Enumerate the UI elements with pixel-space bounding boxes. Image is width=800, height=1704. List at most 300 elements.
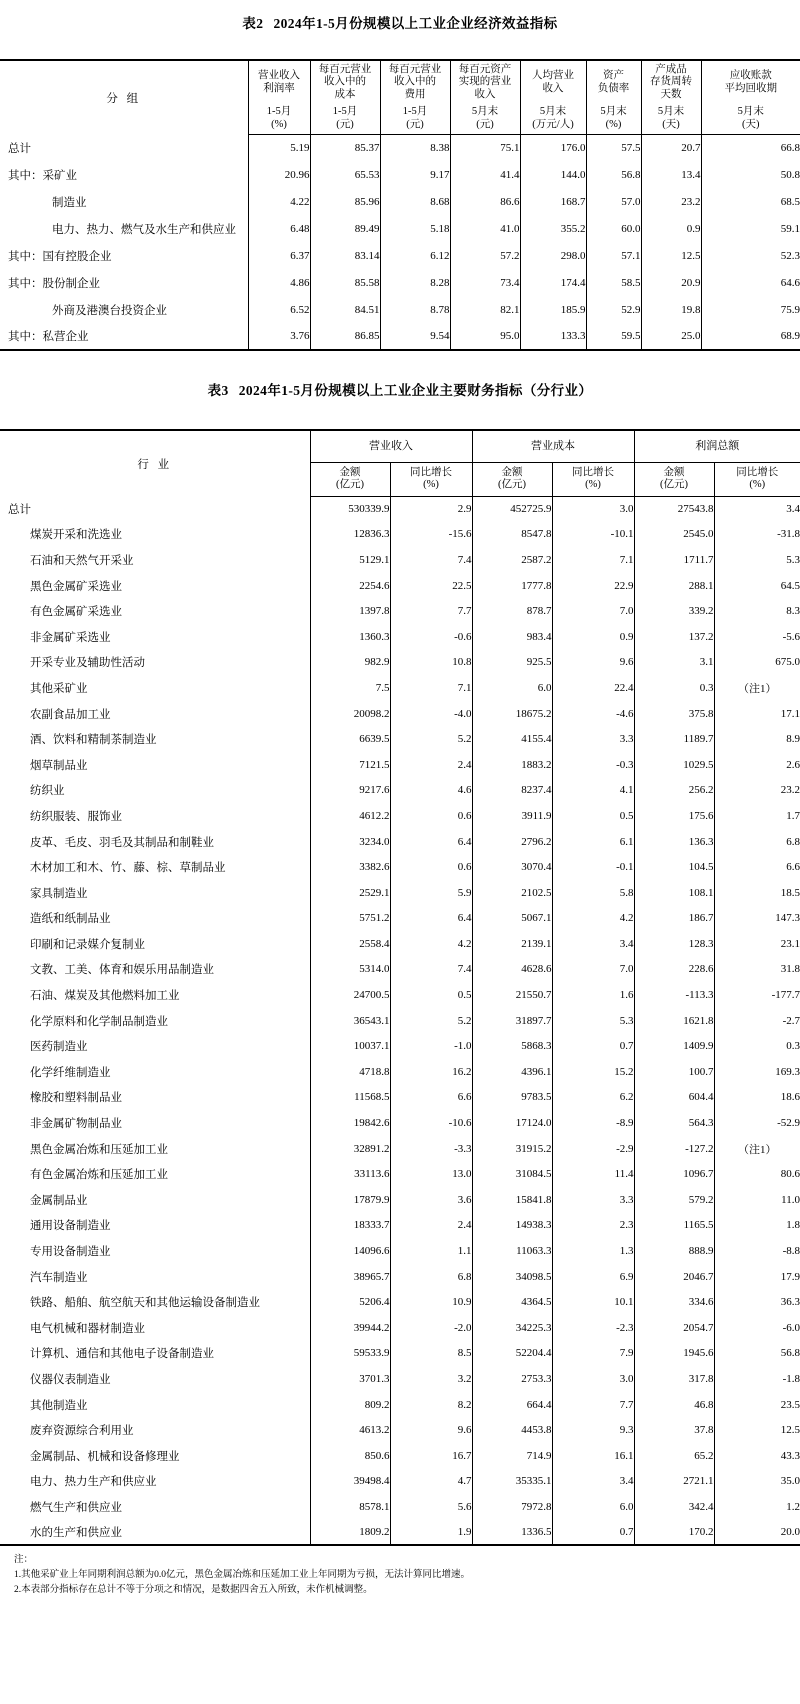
row-value: 108.1: [634, 880, 714, 906]
t2u5-unit: (%): [605, 118, 622, 130]
row-value: 10.1: [552, 1289, 634, 1315]
table2-col-header-2: [380, 60, 450, 104]
row-value: 15.2: [552, 1059, 634, 1085]
row-value: 5314.0: [310, 957, 390, 983]
row-value: 17879.9: [310, 1187, 390, 1213]
row-value: 41.0: [450, 215, 520, 242]
row-value: 579.2: [634, 1187, 714, 1213]
row-value: 1.9: [390, 1520, 472, 1546]
row-value: -1.8: [714, 1366, 800, 1392]
table-row: [0, 1238, 800, 1264]
row-value: 6.12: [380, 242, 450, 269]
t3s3-l2: (%): [585, 479, 601, 490]
row-value: -5.6: [714, 624, 800, 650]
row-value: 8.68: [380, 188, 450, 215]
row-value: 1.6: [552, 982, 634, 1008]
row-value: -2.7: [714, 1008, 800, 1034]
row-value: 34225.3: [472, 1315, 552, 1341]
table2-unit-5: [586, 104, 641, 134]
row-value: 5206.4: [310, 1289, 390, 1315]
table2-unit-6: [641, 104, 701, 134]
row-value: 186.7: [634, 906, 714, 932]
row-value: 176.0: [520, 134, 586, 161]
t2u3-unit: (元): [476, 118, 494, 130]
row-value: 12836.3: [310, 522, 390, 548]
row-value: 43.3: [714, 1443, 800, 1469]
table2-group-header: 分 组: [0, 60, 248, 134]
row-label: 化学纤维制造业: [30, 1066, 111, 1079]
row-value: 85.58: [310, 269, 380, 296]
row-value: 3.0: [552, 496, 634, 522]
row-value: 4612.2: [310, 803, 390, 829]
row-value: -2.0: [390, 1315, 472, 1341]
row-value: 3.1: [634, 650, 714, 676]
row-value: 137.2: [634, 624, 714, 650]
row-value: 0.9: [641, 215, 701, 242]
row-value: -127.2: [634, 1136, 714, 1162]
row-value: 41.4: [450, 161, 520, 188]
row-value: 878.7: [472, 598, 552, 624]
t2h6-l1: 产成品: [655, 63, 687, 75]
row-value: -0.1: [552, 854, 634, 880]
row-value: 6.9: [552, 1264, 634, 1290]
row-value: 1621.8: [634, 1008, 714, 1034]
row-value: 1.1: [390, 1238, 472, 1264]
row-value: -2.3: [552, 1315, 634, 1341]
table-row: [0, 161, 800, 188]
row-value: 0.9: [552, 624, 634, 650]
row-value: 73.4: [450, 269, 520, 296]
row-value: 14096.6: [310, 1238, 390, 1264]
table2-title-text: 2024年1-5月份规模以上工业企业经济效益指标: [273, 16, 558, 31]
row-value: 75.1: [450, 134, 520, 161]
row-value: 5.19: [248, 134, 310, 161]
row-value: 36543.1: [310, 1008, 390, 1034]
row-value: 2545.0: [634, 522, 714, 548]
row-value: 52.9: [586, 296, 641, 323]
row-value: 604.4: [634, 1085, 714, 1111]
row-value: -113.3: [634, 982, 714, 1008]
row-value: 59.5: [586, 323, 641, 350]
row-value: 50.8: [701, 161, 800, 188]
row-value: 6.52: [248, 296, 310, 323]
t2h5-l1: 资产: [603, 70, 624, 82]
row-label: 汽车制造业: [30, 1271, 88, 1284]
row-value: 983.4: [472, 624, 552, 650]
row-label: 文教、工美、体育和娱乐用品制造业: [30, 964, 214, 977]
table2-header-row-1: [0, 60, 800, 104]
row-value: 17124.0: [472, 1110, 552, 1136]
t2h5-l2: 负债率: [597, 82, 630, 94]
table3-title: [0, 351, 800, 429]
row-value: 4.86: [248, 269, 310, 296]
row-value: 3.3: [552, 726, 634, 752]
row-value: 3.4: [552, 931, 634, 957]
row-label: 其中：股份制企业: [8, 277, 100, 290]
row-label: 通用设备制造业: [30, 1220, 111, 1233]
row-value: 11568.5: [310, 1085, 390, 1111]
row-value: 5.6: [390, 1494, 472, 1520]
table3-subheader-1: [390, 462, 472, 496]
t2h4-l2: 收入: [542, 82, 564, 94]
row-value: 9.6: [552, 650, 634, 676]
row-label: 开采专业及辅助性活动: [30, 657, 145, 670]
row-value: 8.28: [380, 269, 450, 296]
row-value: 168.7: [520, 188, 586, 215]
table2-col-header-7: [701, 60, 800, 104]
row-value: 21550.7: [472, 982, 552, 1008]
row-value: -10.6: [390, 1110, 472, 1136]
t3s4-l1: 金额: [663, 466, 685, 478]
row-value: 2254.6: [310, 573, 390, 599]
row-value: 8.9: [714, 726, 800, 752]
t2u7-period: 5月末: [737, 106, 764, 118]
table-row: [0, 242, 800, 269]
t2h2-l1: 每百元营业: [388, 63, 442, 75]
table2-col-header-0: [248, 60, 310, 104]
row-value: 75.9: [701, 296, 800, 323]
row-value: （注1）: [714, 1136, 800, 1162]
row-value: 809.2: [310, 1392, 390, 1418]
table-row: [0, 726, 800, 752]
row-value: 17.9: [714, 1264, 800, 1290]
row-value: 31897.7: [472, 1008, 552, 1034]
row-value: 46.8: [634, 1392, 714, 1418]
row-value: 714.9: [472, 1443, 552, 1469]
row-value: 20.96: [248, 161, 310, 188]
row-value: 16.7: [390, 1443, 472, 1469]
table-row: [0, 982, 800, 1008]
table-row: [0, 1315, 800, 1341]
table2-head: [0, 60, 800, 134]
t3s1-l2: (%): [423, 479, 439, 490]
table2-wrapper: [0, 59, 800, 351]
row-value: 66.8: [701, 134, 800, 161]
row-value: 5.2: [390, 726, 472, 752]
row-value: -177.7: [714, 982, 800, 1008]
table-row: [0, 854, 800, 880]
row-value: 6.4: [390, 829, 472, 855]
row-value: 10.8: [390, 650, 472, 676]
row-value: -4.0: [390, 701, 472, 727]
row-value: 64.5: [714, 573, 800, 599]
row-value: 10.9: [390, 1289, 472, 1315]
table3-wrapper: [0, 429, 800, 1546]
row-value: 4628.6: [472, 957, 552, 983]
row-value: 9.6: [390, 1417, 472, 1443]
row-value: 4396.1: [472, 1059, 552, 1085]
table-row: [0, 547, 800, 573]
row-value: 2558.4: [310, 931, 390, 957]
table-row: [0, 1213, 800, 1239]
row-value: 9217.6: [310, 778, 390, 804]
row-value: 20.7: [641, 134, 701, 161]
table-row: [0, 522, 800, 548]
row-value: 7.1: [390, 675, 472, 701]
t2u1-period: 1-5月: [332, 106, 358, 118]
row-value: 27543.8: [634, 496, 714, 522]
row-value: 3.3: [552, 1187, 634, 1213]
row-value: 64.6: [701, 269, 800, 296]
row-value: 1.8: [714, 1213, 800, 1239]
table-row: [0, 675, 800, 701]
row-value: 22.5: [390, 573, 472, 599]
row-value: 56.8: [586, 161, 641, 188]
table2-col-header-1: [310, 60, 380, 104]
row-label: 金属制品业: [30, 1194, 88, 1207]
table-row: [0, 1110, 800, 1136]
row-value: 6.4: [390, 906, 472, 932]
row-value: -31.8: [714, 522, 800, 548]
row-label: 非金属矿物制品业: [30, 1118, 122, 1131]
row-label: 专用设备制造业: [30, 1246, 111, 1259]
row-value: 334.6: [634, 1289, 714, 1315]
row-value: 7.4: [390, 957, 472, 983]
table-row: [0, 215, 800, 242]
row-value: 22.9: [552, 573, 634, 599]
row-value: 1336.5: [472, 1520, 552, 1546]
row-label: 其中：私营企业: [0, 323, 248, 350]
t2h6-l3: 天数: [660, 88, 682, 100]
row-value: 0.6: [390, 854, 472, 880]
t2u4-period: 5月末: [539, 106, 567, 118]
row-value: 35.0: [714, 1469, 800, 1495]
table-row: [0, 1494, 800, 1520]
table3-group-header-cost: 营业成本: [472, 430, 634, 462]
t3s0-l2: (亿元): [336, 479, 364, 490]
row-value: 3701.3: [310, 1366, 390, 1392]
row-label: 铁路、船舶、航空航天和其他运输设备制造业: [30, 1297, 260, 1310]
row-value: 2046.7: [634, 1264, 714, 1290]
row-value: 6.8: [714, 829, 800, 855]
table3-subheader-2: [472, 462, 552, 496]
row-value: 3.4: [714, 496, 800, 522]
row-value: 38965.7: [310, 1264, 390, 1290]
table-row: [0, 1264, 800, 1290]
footnote-item-1: 1.其他采矿业上年同期利润总额为0.0亿元，黑色金属冶炼和压延加工业上年同期为亏损，无法计算同比增速。: [14, 1570, 471, 1581]
row-label: 印刷和记录媒介复制业: [30, 938, 145, 951]
row-value: 20098.2: [310, 701, 390, 727]
table3-subheader-4: [634, 462, 714, 496]
row-label: 外商及港澳台投资企业: [52, 304, 167, 317]
row-value: 22.4: [552, 675, 634, 701]
t3s1-l1: 同比增长: [410, 466, 452, 478]
table-row: [0, 880, 800, 906]
row-value: 59.1: [701, 215, 800, 242]
row-value: 1397.8: [310, 598, 390, 624]
row-value: 32891.2: [310, 1136, 390, 1162]
row-value: 16.2: [390, 1059, 472, 1085]
row-value: 8547.8: [472, 522, 552, 548]
row-value: 1883.2: [472, 752, 552, 778]
table-row: [0, 1469, 800, 1495]
row-value: 23.1: [714, 931, 800, 957]
row-value: 288.1: [634, 573, 714, 599]
row-value: 86.6: [450, 188, 520, 215]
row-value: 57.1: [586, 242, 641, 269]
row-value: 10037.1: [310, 1033, 390, 1059]
table-row: [0, 957, 800, 983]
t2u6-period: 5月末: [657, 106, 685, 118]
t2h4-l1: 人均营业: [532, 70, 574, 82]
row-label: 医药制造业: [30, 1041, 88, 1054]
table-row: [0, 296, 800, 323]
row-value: -4.6: [552, 701, 634, 727]
row-value: 2721.1: [634, 1469, 714, 1495]
table2-unit-3: [450, 104, 520, 134]
row-value: 4364.5: [472, 1289, 552, 1315]
table-row: [0, 598, 800, 624]
table-row: [0, 701, 800, 727]
row-label: 黑色金属冶炼和压延加工业: [30, 1143, 168, 1156]
row-value: 18333.7: [310, 1213, 390, 1239]
row-value: 23.2: [714, 778, 800, 804]
row-value: 3.76: [248, 323, 310, 350]
row-value: 2587.2: [472, 547, 552, 573]
table-row: [0, 1085, 800, 1111]
t3s5-l2: (%): [749, 479, 766, 490]
table-row: [0, 1008, 800, 1034]
row-label: 烟草制品业: [30, 759, 88, 772]
row-value: 60.0: [586, 215, 641, 242]
row-value: 36.3: [714, 1289, 800, 1315]
row-value: 33113.6: [310, 1161, 390, 1187]
row-value: 1.2: [714, 1494, 800, 1520]
row-value: 5129.1: [310, 547, 390, 573]
row-value: 7972.8: [472, 1494, 552, 1520]
row-value: 675.0: [714, 650, 800, 676]
row-value: 925.5: [472, 650, 552, 676]
table2-title: [0, 0, 800, 59]
table3-head: [0, 430, 800, 496]
row-value: 1096.7: [634, 1161, 714, 1187]
table-row: [0, 803, 800, 829]
row-value: 4.6: [390, 778, 472, 804]
row-value: 375.8: [634, 701, 714, 727]
row-value: -2.9: [552, 1136, 634, 1162]
row-value: 850.6: [310, 1443, 390, 1469]
row-value: 1711.7: [634, 547, 714, 573]
row-value: 12.5: [714, 1417, 800, 1443]
row-value: 4.1: [552, 778, 634, 804]
row-value: 31915.2: [472, 1136, 552, 1162]
table2-title-number: 表2: [242, 16, 264, 31]
table-row: [0, 1341, 800, 1367]
t3s5-l1: 同比增长: [736, 466, 779, 478]
row-value: 664.4: [472, 1392, 552, 1418]
row-value: 175.6: [634, 803, 714, 829]
table-row: [0, 1417, 800, 1443]
row-value: 5.8: [552, 880, 634, 906]
row-value: （注1）: [714, 675, 800, 701]
row-value: 59533.9: [310, 1341, 390, 1367]
row-value: 4613.2: [310, 1417, 390, 1443]
row-label: 其他制造业: [30, 1399, 88, 1412]
row-value: 65.53: [310, 161, 380, 188]
row-value: -8.8: [714, 1238, 800, 1264]
table-row: [0, 1520, 800, 1546]
table-row: [0, 931, 800, 957]
row-value: 15841.8: [472, 1187, 552, 1213]
t2h3-l3: 收入: [474, 88, 496, 100]
row-value: 1409.9: [634, 1033, 714, 1059]
table2-body: [0, 134, 800, 350]
row-value: 133.3: [520, 323, 586, 350]
row-value: 8237.4: [472, 778, 552, 804]
row-value: 452725.9: [472, 496, 552, 522]
row-value: 13.4: [641, 161, 701, 188]
row-value: 82.1: [450, 296, 520, 323]
row-value: 3.4: [552, 1469, 634, 1495]
row-value: 169.3: [714, 1059, 800, 1085]
row-value: 8.3: [714, 598, 800, 624]
row-value: 3.2: [390, 1366, 472, 1392]
row-value: 136.3: [634, 829, 714, 855]
row-value: 20.9: [641, 269, 701, 296]
row-value: 39944.2: [310, 1315, 390, 1341]
row-value: 5.3: [714, 547, 800, 573]
row-value: 31084.5: [472, 1161, 552, 1187]
t2h1-l2: 收入中的: [324, 76, 366, 88]
row-label: 其中：采矿业: [8, 169, 77, 182]
table-row: [0, 906, 800, 932]
row-value: 89.49: [310, 215, 380, 242]
row-label: 家具制造业: [30, 887, 88, 900]
row-value: -15.6: [390, 522, 472, 548]
row-value: 1.7: [714, 803, 800, 829]
row-value: -6.0: [714, 1315, 800, 1341]
row-value: 298.0: [520, 242, 586, 269]
table-row: [0, 323, 800, 350]
table-row: [0, 829, 800, 855]
row-value: 52.3: [701, 242, 800, 269]
t2h0-l1: 营业收入: [258, 70, 300, 82]
row-value: 6.2: [552, 1085, 634, 1111]
row-value: 128.3: [634, 931, 714, 957]
t2u0-unit: (%): [271, 118, 287, 130]
row-label: 总计: [8, 503, 31, 516]
row-label: 黑色金属矿采选业: [30, 580, 122, 593]
row-value: 0.7: [552, 1033, 634, 1059]
row-value: 57.0: [586, 188, 641, 215]
row-value: 5.3: [552, 1008, 634, 1034]
row-value: 6.8: [390, 1264, 472, 1290]
row-value: 7.5: [310, 675, 390, 701]
table-row: [0, 1366, 800, 1392]
t2u7-unit: (天): [742, 118, 760, 130]
row-value: 16.1: [552, 1443, 634, 1469]
row-value: 0.6: [390, 803, 472, 829]
row-value: 888.9: [634, 1238, 714, 1264]
row-label: 燃气生产和供应业: [30, 1501, 122, 1514]
row-label: 非金属矿采选业: [30, 631, 111, 644]
row-value: 24700.5: [310, 982, 390, 1008]
row-value: 9.54: [380, 323, 450, 350]
row-value: 4.2: [552, 906, 634, 932]
table-row: [0, 624, 800, 650]
t2u6-unit: (天): [662, 118, 680, 130]
row-label: 总计: [8, 142, 31, 155]
row-label: 水的生产和供应业: [0, 1520, 310, 1546]
row-label: 仪器仪表制造业: [30, 1373, 111, 1386]
row-label: 有色金属矿采选业: [30, 606, 122, 619]
row-value: -1.0: [390, 1033, 472, 1059]
row-value: 23.2: [641, 188, 701, 215]
table-row: [0, 1161, 800, 1187]
table-row: [0, 188, 800, 215]
t2h0-l2: 利润率: [263, 82, 295, 94]
row-value: 317.8: [634, 1366, 714, 1392]
